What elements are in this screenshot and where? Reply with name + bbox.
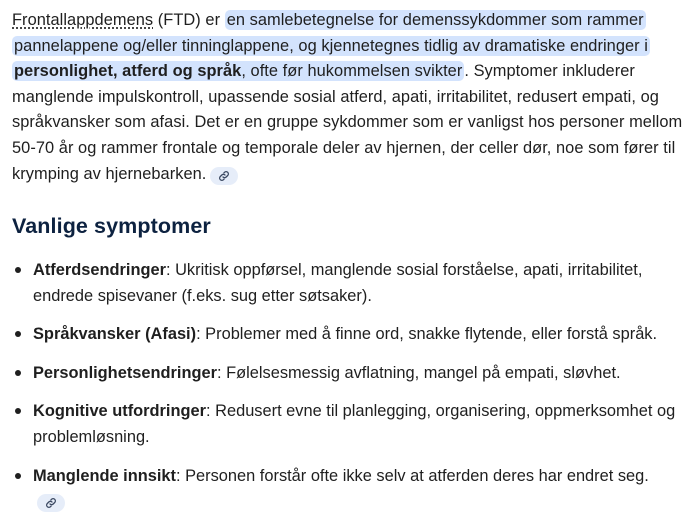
symptom-label: Manglende innsikt bbox=[33, 466, 176, 485]
symptom-label: Atferdsendringer bbox=[33, 261, 166, 279]
bullet-icon bbox=[15, 473, 21, 479]
symptom-item bbox=[12, 399, 684, 450]
answer-content bbox=[12, 8, 684, 485]
symptom-label: Kognitive utfordringer bbox=[33, 402, 207, 421]
symptom-text: : Redusert evne til planlegging, organisering, oppmerksomhet og problemløsning. bbox=[33, 402, 676, 446]
citation-link-button[interactable] bbox=[210, 167, 238, 185]
symptom-text: : Ukritisk oppførsel, manglende sosial forståelse, apati, irritabilitet, endrede spisevaner (f.eks. sug etter søtsaker). bbox=[33, 261, 643, 305]
bullet-icon bbox=[15, 408, 21, 414]
symptom-item bbox=[12, 464, 684, 515]
term-link-ftd[interactable]: Frontallappdemens bbox=[12, 11, 154, 29]
symptom-item bbox=[12, 258, 684, 309]
intro-after-term: (FTD) er bbox=[153, 11, 225, 29]
symptom-item bbox=[12, 322, 684, 348]
citation-link-button[interactable] bbox=[37, 494, 65, 512]
symptom-text: : Problemer med å finne ord, snakke flytende, eller forstå språk. bbox=[196, 325, 658, 344]
bullet-icon bbox=[15, 331, 21, 337]
bullet-icon bbox=[15, 370, 21, 376]
link-icon bbox=[218, 170, 230, 182]
intro-paragraph bbox=[12, 8, 684, 187]
intro-rest-text: . Symptomer inkluderer manglende impulskontroll, upassende sosial atferd, apati, irritabilitet, redusert empati, og språkvansker som afasi. Det er en gruppe sykdommer som er vanligst hos personer mellom 50-70 år og rammer frontale og temporale deler av hjernen, der celler dør, noe som fører til krymping av hjernebarken. bbox=[12, 62, 683, 183]
link-icon bbox=[45, 497, 57, 509]
bullet-icon bbox=[15, 267, 21, 273]
symptom-text: : Følelsesmessig avflatning, mangel på empati, sløvhet. bbox=[216, 363, 621, 382]
symptom-label: Språkvansker (Afasi) bbox=[33, 325, 197, 344]
highlight-text-a: en samlebetegnelse for demenssykdommer som rammer pannelappene og/eller tinninglappene, og kjennetegnes tidlig av dramatiske endringer i bbox=[14, 11, 648, 55]
symptom-text: : Personen forstår ofte ikke selv at atferden deres har endret seg. bbox=[175, 466, 649, 485]
symptom-list bbox=[12, 258, 684, 515]
highlight-text-b: , ofte før hukommelsen svikter bbox=[241, 62, 463, 81]
symptom-label: Personlighetsendringer bbox=[33, 363, 217, 382]
symptom-item bbox=[12, 361, 684, 387]
section-heading: Vanlige symptomer bbox=[12, 214, 211, 238]
highlight-bold-text: personlighet, atferd og språk bbox=[14, 62, 242, 81]
